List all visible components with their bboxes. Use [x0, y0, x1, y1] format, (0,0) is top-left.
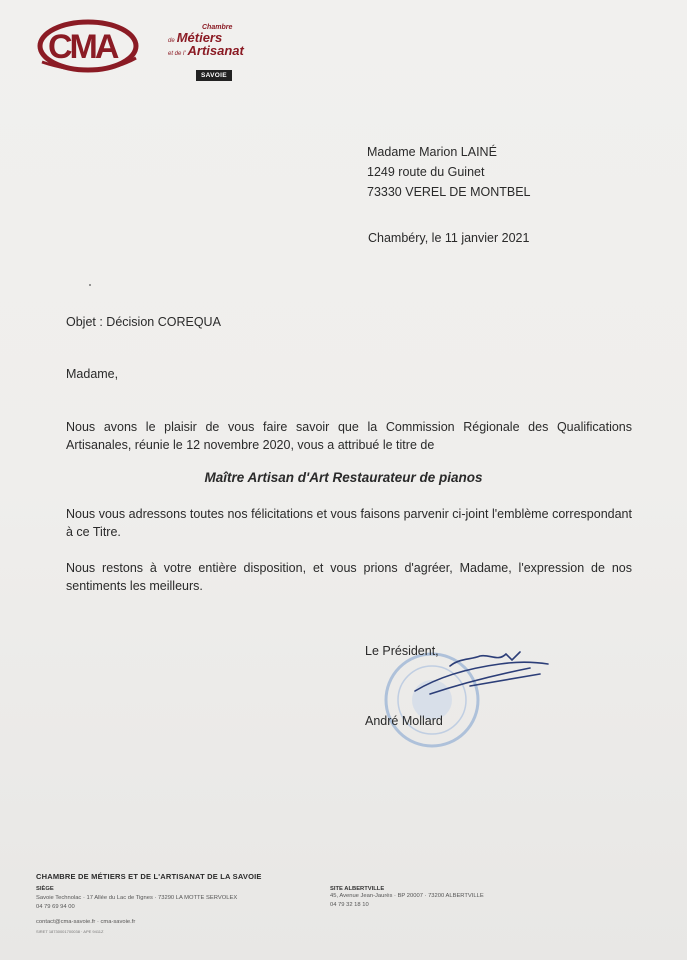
footer-siege-phone: 04 79 69 94 00	[36, 904, 75, 910]
logo-wordmark	[168, 24, 244, 57]
footer-siege-label: SIÈGE	[36, 886, 54, 892]
president-role: Le Président,	[365, 644, 439, 658]
awarded-title: Maître Artisan d'Art Restaurateur de pianos	[204, 470, 483, 485]
recipient-street: 1249 route du Guinet	[367, 165, 485, 179]
paragraph-congratulations: Nous vous adressons toutes nos félicitations et vous faisons parvenir ci-joint l'emblème correspondant à ce Titre.	[66, 507, 632, 539]
cma-logo-mark	[36, 18, 168, 74]
logo-et: et de l'	[168, 51, 186, 57]
footer-site-phone: 04 79 32 18 10	[330, 902, 369, 908]
svg-text:CMA: CMA	[48, 28, 117, 66]
footer-org-name: CHAMBRE DE MÉTIERS ET DE L'ARTISANAT DE LA SAVOIE	[36, 872, 262, 881]
logo-artisanat: Artisanat	[187, 43, 244, 58]
footer-siret: SIRET 18730001700038 · APE 9411Z	[36, 929, 104, 934]
footer-site-label: SITE ALBERTVILLE	[330, 886, 385, 892]
paper-speck	[89, 284, 91, 286]
recipient-city: 73330 VEREL DE MONTBEL	[367, 185, 531, 199]
logo-metiers: Métiers	[176, 30, 223, 45]
paragraph-announcement: Nous avons le plaisir de vous faire savoir que la Commission Régionale des Qualifications Artisanales, réunie le 12 novembre 2020, vous a attribué le titre de	[66, 420, 632, 452]
signer-name: André Mollard	[365, 714, 443, 728]
cma-logo	[36, 18, 246, 88]
footer-site-address: 45, Avenue Jean-Jaurès · BP 20007 · 73200 ALBERTVILLE	[330, 893, 484, 899]
logo-chambre: Chambre	[202, 24, 233, 31]
paragraph-closing: Nous restons à votre entière disposition, et vous prions d'agréer, Madame, l'expression de nos sentiments les meilleurs.	[66, 561, 632, 593]
subject-line: Objet : Décision COREQUA	[66, 315, 221, 329]
recipient-name: Madame Marion LAINÉ	[367, 145, 497, 159]
logo-de: de	[168, 38, 175, 44]
salutation: Madame,	[66, 367, 119, 381]
logo-savoie-badge: SAVOIE	[196, 70, 232, 81]
footer-contact: contact@cma-savoie.fr · cma-savoie.fr	[36, 919, 136, 925]
footer-siege-address: Savoie Technolac · 17 Allée du Lac de Tignes · 73290 LA MOTTE SERVOLEX	[36, 895, 238, 901]
recipient-address	[367, 142, 531, 202]
date-line: Chambéry, le 11 janvier 2021	[368, 231, 530, 245]
